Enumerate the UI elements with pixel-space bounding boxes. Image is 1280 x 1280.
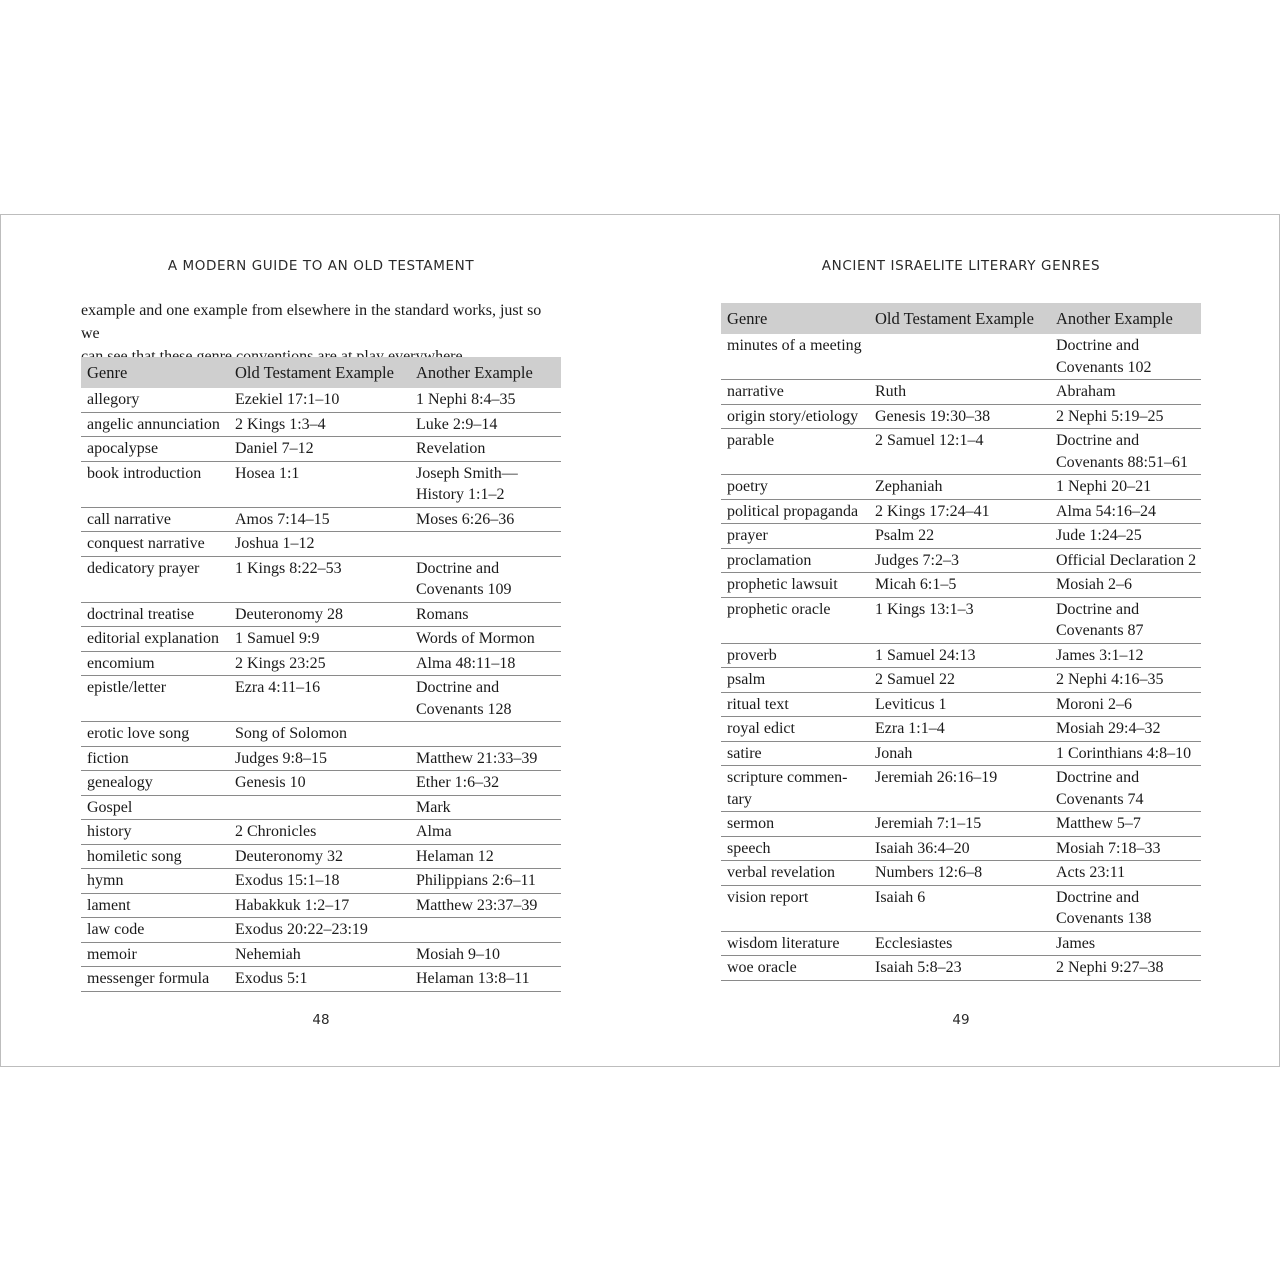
- table-row: [721, 404, 1201, 429]
- ot-example-cell: Exodus 5:1: [229, 967, 410, 992]
- genre-cell: political propaganda: [721, 499, 869, 524]
- another-example-cell: 2 Nephi 5:19–25: [1050, 404, 1201, 429]
- genre-cell: lament: [81, 893, 229, 918]
- table-row: [81, 461, 561, 507]
- table-row: [721, 741, 1201, 766]
- ot-example-cell: 2 Kings 23:25: [229, 651, 410, 676]
- table-row: [81, 507, 561, 532]
- another-example-cell: [410, 532, 561, 557]
- book-spread: [0, 214, 1280, 1067]
- table-row: [81, 795, 561, 820]
- ot-example-cell: 2 Samuel 22: [869, 668, 1050, 693]
- another-example-cell: Doctrine and Covenants 88:51–61: [1050, 429, 1201, 475]
- genre-cell: editorial explanation: [81, 627, 229, 652]
- ot-example-cell: Hosea 1:1: [229, 461, 410, 507]
- ot-example-cell: Isaiah 6: [869, 885, 1050, 931]
- ot-example-cell: Habakkuk 1:2–17: [229, 893, 410, 918]
- table-row: [81, 388, 561, 412]
- ot-example-cell: 1 Kings 13:1–3: [869, 597, 1050, 643]
- intro-line: example and one example from elsewhere in the standard works, just so we: [81, 302, 542, 342]
- column-header-ot-example: Old Testament Example: [229, 357, 410, 388]
- table-row: [721, 597, 1201, 643]
- table-row: [721, 766, 1201, 812]
- table-row: [81, 820, 561, 845]
- another-example-cell: [410, 918, 561, 943]
- another-example-cell: Official Declaration 2: [1050, 548, 1201, 573]
- table-row: [81, 722, 561, 747]
- ot-example-cell: 1 Kings 8:22–53: [229, 556, 410, 602]
- header-row: [721, 303, 1201, 334]
- genre-cell: woe oracle: [721, 956, 869, 981]
- another-example-cell: Doctrine and Covenants 87: [1050, 597, 1201, 643]
- table-row: [721, 499, 1201, 524]
- another-example-cell: Mosiah 9–10: [410, 942, 561, 967]
- ot-example-cell: Judges 7:2–3: [869, 548, 1050, 573]
- header-row: [81, 357, 561, 388]
- ot-example-cell: 1 Samuel 24:13: [869, 643, 1050, 668]
- genre-cell: ritual text: [721, 692, 869, 717]
- table-row: [721, 885, 1201, 931]
- another-example-cell: Revelation: [410, 437, 561, 462]
- table-row: [721, 717, 1201, 742]
- genre-cell: book introduction: [81, 461, 229, 507]
- column-header-ot-example: Old Testament Example: [869, 303, 1050, 334]
- ot-example-cell: Exodus 15:1–18: [229, 869, 410, 894]
- genre-cell: hymn: [81, 869, 229, 894]
- genre-table-left: [81, 357, 561, 992]
- ot-example-cell: Isaiah 36:4–20: [869, 836, 1050, 861]
- another-example-cell: 2 Nephi 9:27–38: [1050, 956, 1201, 981]
- another-example-cell: Mosiah 7:18–33: [1050, 836, 1201, 861]
- table-row: [721, 380, 1201, 405]
- genre-cell: encomium: [81, 651, 229, 676]
- genre-cell: doctrinal treatise: [81, 602, 229, 627]
- ot-example-cell: Micah 6:1–5: [869, 573, 1050, 598]
- ot-example-cell: Deuteronomy 28: [229, 602, 410, 627]
- table-row: [721, 475, 1201, 500]
- table-row: [721, 429, 1201, 475]
- column-header-genre: Genre: [721, 303, 869, 334]
- table-row: [81, 918, 561, 943]
- table-row: [81, 869, 561, 894]
- genre-cell: sermon: [721, 812, 869, 837]
- table-row: [721, 812, 1201, 837]
- right-page: [721, 215, 1201, 1066]
- table-row: [81, 556, 561, 602]
- genre-cell: fiction: [81, 746, 229, 771]
- table-row: [81, 602, 561, 627]
- genre-cell: epistle/letter: [81, 676, 229, 722]
- another-example-cell: Matthew 5–7: [1050, 812, 1201, 837]
- ot-example-cell: Daniel 7–12: [229, 437, 410, 462]
- ot-example-cell: Jonah: [869, 741, 1050, 766]
- another-example-cell: Romans: [410, 602, 561, 627]
- ot-example-cell: Jeremiah 7:1–15: [869, 812, 1050, 837]
- ot-example-cell: Ezra 4:11–16: [229, 676, 410, 722]
- ot-example-cell: Zephaniah: [869, 475, 1050, 500]
- another-example-cell: 2 Nephi 4:16–35: [1050, 668, 1201, 693]
- running-head-left: A MODERN GUIDE TO AN OLD TESTAMENT: [167, 258, 475, 274]
- another-example-cell: Alma 48:11–18: [410, 651, 561, 676]
- genre-cell: prophetic lawsuit: [721, 573, 869, 598]
- another-example-cell: Luke 2:9–14: [410, 412, 561, 437]
- genre-cell: proverb: [721, 643, 869, 668]
- genre-cell: homiletic song: [81, 844, 229, 869]
- genre-cell: vision report: [721, 885, 869, 931]
- page-number-right: 49: [952, 1012, 970, 1028]
- ot-example-cell: [229, 795, 410, 820]
- table-row: [81, 437, 561, 462]
- running-head-right: ANCIENT ISRAELITE LITERARY GENRES: [821, 258, 1101, 274]
- table-row: [81, 627, 561, 652]
- genre-cell: narrative: [721, 380, 869, 405]
- ot-example-cell: Deuteronomy 32: [229, 844, 410, 869]
- another-example-cell: 1 Nephi 20–21: [1050, 475, 1201, 500]
- table-header: [721, 303, 1201, 334]
- ot-example-cell: Judges 9:8–15: [229, 746, 410, 771]
- table-row: [81, 676, 561, 722]
- another-example-cell: Mark: [410, 795, 561, 820]
- table-row: [721, 692, 1201, 717]
- another-example-cell: Doctrine and Covenants 138: [1050, 885, 1201, 931]
- genre-cell: wisdom literature: [721, 931, 869, 956]
- genre-cell: speech: [721, 836, 869, 861]
- another-example-cell: Acts 23:11: [1050, 861, 1201, 886]
- table-row: [721, 668, 1201, 693]
- another-example-cell: Abraham: [1050, 380, 1201, 405]
- genre-cell: history: [81, 820, 229, 845]
- table-row: [81, 412, 561, 437]
- ot-example-cell: Ruth: [869, 380, 1050, 405]
- table-row: [721, 334, 1201, 380]
- genre-cell: royal edict: [721, 717, 869, 742]
- another-example-cell: Doctrine and Covenants 109: [410, 556, 561, 602]
- genre-cell: proclamation: [721, 548, 869, 573]
- genre-cell: genealogy: [81, 771, 229, 796]
- column-header-another-example: Another Example: [410, 357, 561, 388]
- ot-example-cell: Nehemiah: [229, 942, 410, 967]
- another-example-cell: Joseph Smith— History 1:1–2: [410, 461, 561, 507]
- genre-cell: memoir: [81, 942, 229, 967]
- genre-table-right: [721, 303, 1201, 981]
- ot-example-cell: Exodus 20:22–23:19: [229, 918, 410, 943]
- table-row: [81, 651, 561, 676]
- another-example-cell: Moses 6:26–36: [410, 507, 561, 532]
- another-example-cell: Philippians 2:6–11: [410, 869, 561, 894]
- ot-example-cell: 2 Kings 1:3–4: [229, 412, 410, 437]
- table-body: [81, 388, 561, 991]
- another-example-cell: James 3:1–12: [1050, 643, 1201, 668]
- left-page: [81, 215, 561, 1066]
- table-row: [721, 548, 1201, 573]
- another-example-cell: Words of Mormon: [410, 627, 561, 652]
- ot-example-cell: Joshua 1–12: [229, 532, 410, 557]
- table-row: [81, 967, 561, 992]
- genre-cell: prayer: [721, 524, 869, 549]
- genre-cell: verbal revelation: [721, 861, 869, 886]
- table-row: [721, 861, 1201, 886]
- ot-example-cell: Isaiah 5:8–23: [869, 956, 1050, 981]
- table-row: [81, 942, 561, 967]
- table-row: [81, 893, 561, 918]
- ot-example-cell: Leviticus 1: [869, 692, 1050, 717]
- ot-example-cell: Genesis 10: [229, 771, 410, 796]
- another-example-cell: Jude 1:24–25: [1050, 524, 1201, 549]
- table-row: [81, 532, 561, 557]
- ot-example-cell: Song of Solomon: [229, 722, 410, 747]
- ot-example-cell: 2 Kings 17:24–41: [869, 499, 1050, 524]
- genre-cell: Gospel: [81, 795, 229, 820]
- ot-example-cell: Genesis 19:30–38: [869, 404, 1050, 429]
- table-row: [721, 956, 1201, 981]
- another-example-cell: Doctrine and Covenants 74: [1050, 766, 1201, 812]
- genre-cell: angelic annunciation: [81, 412, 229, 437]
- another-example-cell: Mosiah 2–6: [1050, 573, 1201, 598]
- genre-cell: poetry: [721, 475, 869, 500]
- genre-cell: dedicatory prayer: [81, 556, 229, 602]
- genre-cell: conquest narrative: [81, 532, 229, 557]
- another-example-cell: [410, 722, 561, 747]
- another-example-cell: Mosiah 29:4–32: [1050, 717, 1201, 742]
- another-example-cell: 1 Corinthians 4:8–10: [1050, 741, 1201, 766]
- genre-cell: allegory: [81, 388, 229, 412]
- table-row: [721, 836, 1201, 861]
- genre-cell: call narrative: [81, 507, 229, 532]
- page-number-left: 48: [312, 1012, 330, 1028]
- ot-example-cell: 1 Samuel 9:9: [229, 627, 410, 652]
- ot-example-cell: [869, 334, 1050, 380]
- another-example-cell: Doctrine and Covenants 102: [1050, 334, 1201, 380]
- another-example-cell: Alma: [410, 820, 561, 845]
- table-body: [721, 334, 1201, 980]
- genre-cell: parable: [721, 429, 869, 475]
- genre-cell: scripture commen- tary: [721, 766, 869, 812]
- ot-example-cell: Jeremiah 26:16–19: [869, 766, 1050, 812]
- ot-example-cell: Ecclesiastes: [869, 931, 1050, 956]
- column-header-another-example: Another Example: [1050, 303, 1201, 334]
- table-row: [81, 746, 561, 771]
- table-row: [721, 573, 1201, 598]
- ot-example-cell: 2 Samuel 12:1–4: [869, 429, 1050, 475]
- ot-example-cell: Psalm 22: [869, 524, 1050, 549]
- ot-example-cell: Ezra 1:1–4: [869, 717, 1050, 742]
- another-example-cell: Doctrine and Covenants 128: [410, 676, 561, 722]
- ot-example-cell: Amos 7:14–15: [229, 507, 410, 532]
- another-example-cell: 1 Nephi 8:4–35: [410, 388, 561, 412]
- table-row: [81, 844, 561, 869]
- genre-cell: law code: [81, 918, 229, 943]
- another-example-cell: Alma 54:16–24: [1050, 499, 1201, 524]
- another-example-cell: Helaman 13:8–11: [410, 967, 561, 992]
- column-header-genre: Genre: [81, 357, 229, 388]
- table-header: [81, 357, 561, 388]
- ot-example-cell: 2 Chronicles: [229, 820, 410, 845]
- genre-cell: apocalypse: [81, 437, 229, 462]
- another-example-cell: Matthew 23:37–39: [410, 893, 561, 918]
- another-example-cell: James: [1050, 931, 1201, 956]
- another-example-cell: Helaman 12: [410, 844, 561, 869]
- genre-cell: erotic love song: [81, 722, 229, 747]
- genre-cell: psalm: [721, 668, 869, 693]
- genre-cell: messenger formula: [81, 967, 229, 992]
- table-row: [721, 643, 1201, 668]
- another-example-cell: Matthew 21:33–39: [410, 746, 561, 771]
- another-example-cell: Moroni 2–6: [1050, 692, 1201, 717]
- genre-cell: origin story/etiology: [721, 404, 869, 429]
- table-row: [721, 931, 1201, 956]
- another-example-cell: Ether 1:6–32: [410, 771, 561, 796]
- ot-example-cell: Ezekiel 17:1–10: [229, 388, 410, 412]
- genre-cell: prophetic oracle: [721, 597, 869, 643]
- table-row: [721, 524, 1201, 549]
- table-row: [81, 771, 561, 796]
- genre-cell: minutes of a meeting: [721, 334, 869, 380]
- ot-example-cell: Numbers 12:6–8: [869, 861, 1050, 886]
- genre-cell: satire: [721, 741, 869, 766]
